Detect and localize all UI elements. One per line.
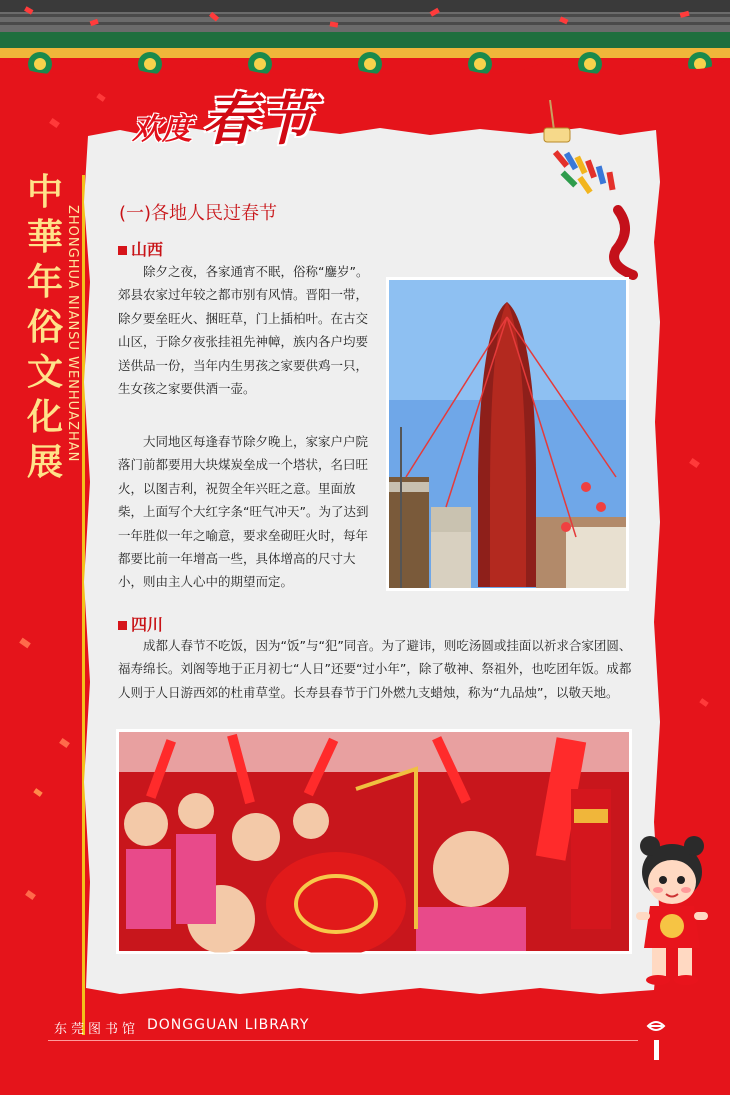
exhibition-title-char: 中 bbox=[26, 171, 63, 213]
firecracker-icon bbox=[538, 100, 658, 280]
subtitle-sichuan-text: 四川 bbox=[131, 615, 164, 634]
exhibition-title-char: 年 bbox=[26, 261, 63, 303]
petal-decoration bbox=[59, 738, 70, 748]
banner-small-text: 欢度 bbox=[132, 112, 192, 147]
exhibition-title-char: 華 bbox=[26, 216, 63, 258]
petal-decoration bbox=[19, 638, 31, 649]
footer-library-en: DONGGUAN LIBRARY bbox=[147, 1017, 310, 1033]
shanxi-paragraph-1: 除夕之夜，各家通宵不眠，俗称“鏖岁”。郊县农家过年较之都市别有风情。晋阳一带，除夕要垒旺火、捆旺草，门上插柏叶。在古交山区，于除夕夜张挂祖先神幛，族内各户均要送供品一份，当年内生男孩之家要供鸡一只，生女孩之家要供酒一壶。 bbox=[118, 264, 369, 397]
exhibition-pinyin-text: ZHONGHUA NIANSU WENHUAZHAN bbox=[65, 205, 80, 463]
subtitle-shanxi-text: 山西 bbox=[131, 240, 164, 259]
children-festival-photo bbox=[116, 729, 632, 954]
petal-decoration bbox=[49, 118, 60, 128]
subtitle-shanxi bbox=[118, 237, 163, 260]
footer-divider bbox=[48, 1040, 638, 1041]
exhibition-title-char: 俗 bbox=[26, 306, 63, 348]
petal-decoration bbox=[699, 698, 708, 707]
library-logo-icon bbox=[646, 1016, 666, 1062]
child-mascot-icon bbox=[622, 830, 722, 990]
petal-decoration bbox=[25, 890, 36, 900]
roof-eaves-decoration bbox=[0, 0, 730, 95]
exhibition-pinyin bbox=[62, 205, 82, 565]
exhibition-title-char: 展 bbox=[26, 441, 63, 483]
banner-large-text: 春节 bbox=[202, 87, 314, 153]
petal-decoration bbox=[689, 458, 700, 468]
section-heading: (一)各地人民过春节 bbox=[119, 203, 278, 224]
subtitle-sichuan bbox=[118, 612, 163, 635]
bullet-square-icon bbox=[118, 621, 127, 630]
exhibition-title-char: 化 bbox=[26, 396, 63, 438]
shanxi-paragraph-2: 大同地区每逢春节除夕晚上，家家户户院落门前都要用大块煤炭垒成一个塔状，名曰旺火，以图吉利，祝贺全年兴旺之意。里面放柴，上面写个大红字条“旺气冲天”。为了达到一年胜似一年之喻意，要求垒砌旺火时，每年都要比前一年增高一些，具体增高的尺寸大小，则由主人心中的期望而定。 bbox=[118, 434, 369, 590]
exhibition-title-char: 文 bbox=[26, 351, 63, 393]
bullet-square-icon bbox=[118, 246, 127, 255]
sichuan-paragraph: 成都人春节不吃饭，因为“饭”与“犯”同音。为了避讳，则吃汤圆或挂面以祈求合家团圆、福寿绵长。刘阁等地于正月初七“人日”还要“过小年”，除了敬神、祭祖外，也吃团年饭。成都人则于人日游西郊的杜甫草堂。长寿县春节于门外燃九支蜡烛，称为“九品烛”，以敬天地。 bbox=[118, 638, 632, 700]
coal-tower-photo bbox=[386, 277, 629, 591]
footer-library-cn: 东莞图书馆 bbox=[54, 1022, 140, 1037]
petal-decoration bbox=[33, 788, 42, 797]
